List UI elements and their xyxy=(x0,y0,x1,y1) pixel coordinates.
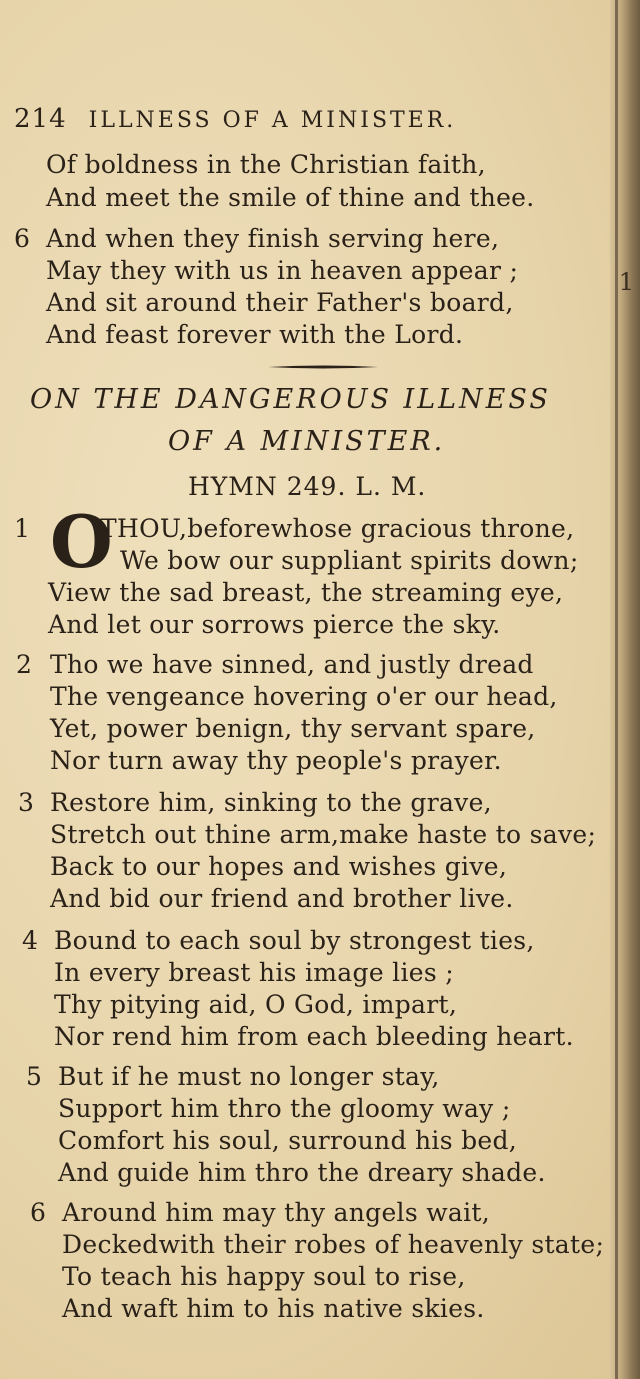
verse-line: Nor rend him from each bleeding heart. xyxy=(54,1022,574,1051)
verse-line: And waft him to his native skies. xyxy=(62,1294,485,1323)
verse-line: And meet the smile of thine and thee. xyxy=(46,183,535,212)
page-number: 214 xyxy=(14,104,67,134)
stanza-number: 3 xyxy=(18,788,34,817)
verse-line: But if he must no longer stay, xyxy=(58,1062,440,1091)
running-header xyxy=(14,104,456,134)
stanza-number: 1 xyxy=(14,514,30,543)
verse-line: Thy pitying aid, O God, impart, xyxy=(54,990,458,1019)
verse-line: Comfort his soul, surround his bed, xyxy=(58,1126,518,1155)
verse-line: Tho we have sinned, and justly dread xyxy=(50,650,534,679)
stanza-number: 4 xyxy=(22,926,38,955)
hymn-number: HYMN 249. L. M. xyxy=(188,472,427,501)
verse-line: And feast forever with the Lord. xyxy=(46,320,464,349)
stanza-number: 6 xyxy=(30,1198,46,1227)
verse-line: View the sad breast, the streaming eye, xyxy=(48,578,564,607)
verse-line: Bound to each soul by strongest ties, xyxy=(54,926,535,955)
stanza-number: 6 xyxy=(14,224,30,253)
verse-line: The vengeance hovering o'er our head, xyxy=(50,682,558,711)
verse-line: And guide him thro the dreary shade. xyxy=(58,1158,546,1187)
verse-line: And when they finish serving here, xyxy=(46,224,500,253)
running-title: ILLNESS OF A MINISTER. xyxy=(88,108,457,133)
verse-line: May they with us in heaven appear ; xyxy=(46,256,519,285)
verse-line: And let our sorrows pierce the sky. xyxy=(48,610,501,639)
ornamental-rule xyxy=(268,365,378,369)
verse-line: Around him may thy angels wait, xyxy=(62,1198,491,1227)
verse-line: Nor turn away thy people's prayer. xyxy=(50,746,502,775)
verse-line: To teach his happy soul to rise, xyxy=(62,1262,466,1291)
verse-line: And bid our friend and brother live. xyxy=(50,884,514,913)
drop-cap: O xyxy=(50,499,113,584)
verse-line: THOU,beforewhose gracious throne, xyxy=(100,514,575,543)
verse-line: Of boldness in the Christian faith, xyxy=(46,150,486,179)
verse-line: In every breast his image lies ; xyxy=(54,958,454,987)
verse-line: And sit around their Father's board, xyxy=(46,288,514,317)
verse-line: Deckedwith their robes of heavenly state; xyxy=(62,1230,605,1259)
verse-line: Restore him, sinking to the grave, xyxy=(50,788,492,817)
verse-line: Yet, power benign, thy servant spare, xyxy=(50,714,536,743)
stanza-number: 2 xyxy=(16,650,32,679)
spine-line xyxy=(615,0,618,1379)
verse-line: We bow our suppliant spirits down; xyxy=(120,546,579,575)
facing-page-glyph: 1 xyxy=(618,268,634,296)
stanza-number: 5 xyxy=(26,1062,42,1091)
verse-line: Support him thro the gloomy way ; xyxy=(58,1094,511,1123)
hymn-heading-line1: ON THE DANGEROUS ILLNESS xyxy=(30,384,551,415)
verse-line: Stretch out thine arm,make haste to save; xyxy=(50,820,597,849)
hymn-heading-line2: OF A MINISTER. xyxy=(168,426,446,457)
verse-line: Back to our hopes and wishes give, xyxy=(50,852,508,881)
